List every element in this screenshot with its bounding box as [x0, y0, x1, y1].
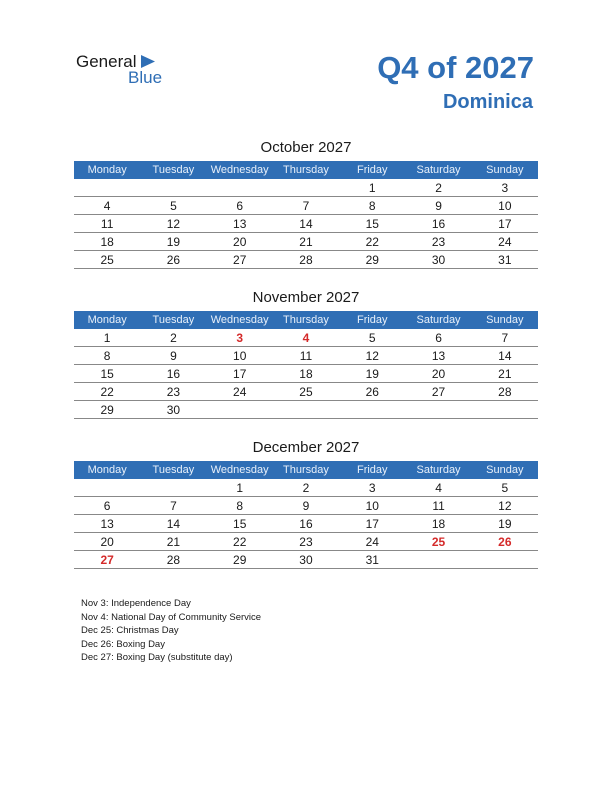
- weekday-header: Saturday: [416, 314, 461, 326]
- weekday-header: Sunday: [486, 164, 524, 176]
- day-cell: 11: [299, 349, 313, 363]
- day-cell: 31: [498, 253, 512, 267]
- day-cell: 24: [233, 385, 247, 399]
- holiday-note: Dec 25: Christmas Day: [81, 625, 179, 636]
- weekday-header-row: [74, 311, 538, 329]
- holiday-note: Dec 26: Boxing Day: [81, 638, 165, 650]
- day-cell: 2: [302, 481, 310, 495]
- day-cell: 25: [299, 385, 313, 399]
- week-row: [74, 251, 538, 269]
- day-cell: 27: [233, 253, 247, 267]
- day-cell: 24: [365, 535, 379, 549]
- day-cell: 19: [498, 517, 512, 531]
- day-cell: 3: [501, 181, 509, 195]
- week-row: [74, 533, 538, 551]
- day-cell: 6: [435, 331, 442, 345]
- week-row: [74, 197, 538, 215]
- day-cell: 9: [302, 499, 310, 513]
- day-cell: 1: [368, 181, 376, 195]
- day-cell: 3: [236, 331, 244, 345]
- weekday-header: Wednesday: [210, 464, 269, 476]
- day-cell: 14: [498, 349, 512, 363]
- weekday-header: Monday: [87, 314, 127, 326]
- day-cell: 5: [368, 331, 376, 345]
- day-cell: 18: [100, 235, 114, 249]
- weekday-header: Tuesday: [152, 314, 195, 326]
- day-cell: 5: [170, 199, 177, 213]
- day-cell: 27: [431, 385, 446, 399]
- day-cell: 12: [365, 349, 379, 363]
- weekday-header: Thursday: [283, 314, 329, 326]
- day-cell: 23: [431, 235, 446, 249]
- weekday-header: Monday: [87, 464, 127, 476]
- week-row: [74, 551, 538, 569]
- day-cell: 16: [431, 217, 446, 231]
- holiday-note: Nov 4: National Day of Community Service: [81, 611, 262, 623]
- day-cell: 17: [365, 517, 379, 531]
- day-cell: 22: [365, 235, 379, 249]
- weekday-header: Sunday: [486, 464, 524, 476]
- day-cell: 14: [166, 517, 181, 531]
- empty-day-cell: [74, 179, 140, 196]
- day-cell: 10: [498, 199, 512, 213]
- logo-blue-text: Blue: [128, 68, 163, 87]
- day-cell: 3: [368, 481, 376, 495]
- day-cell: 6: [236, 199, 244, 213]
- empty-day-cell: [339, 401, 405, 418]
- day-cell: 29: [100, 403, 114, 417]
- day-cell: 30: [166, 403, 181, 417]
- day-cell: 26: [365, 385, 379, 399]
- empty-day-cell: [273, 179, 339, 196]
- day-cell: 20: [100, 535, 114, 549]
- day-cell: 2: [435, 181, 442, 195]
- generalblue-logo: [76, 52, 176, 88]
- day-cell: 4: [435, 481, 442, 495]
- day-cell: 26: [498, 535, 512, 549]
- day-cell: 27: [100, 553, 114, 567]
- day-cell: 7: [170, 499, 177, 513]
- empty-day-cell: [405, 551, 471, 568]
- week-row: [74, 365, 538, 383]
- day-cell: 30: [431, 253, 446, 267]
- country-title: Dominica: [442, 91, 533, 113]
- quarter-title: Q4 of 2027: [377, 50, 534, 85]
- day-cell: 23: [299, 535, 313, 549]
- day-cell: 17: [233, 367, 247, 381]
- day-cell: 29: [233, 553, 247, 567]
- holiday-note: Dec 27: Boxing Day (substitute day): [81, 652, 233, 663]
- weekday-header-row: [74, 161, 538, 179]
- month-title: December 2027: [252, 439, 360, 456]
- weekday-header: Thursday: [283, 164, 329, 176]
- day-cell: 11: [100, 217, 114, 231]
- day-cell: 28: [166, 553, 181, 567]
- day-cell: 19: [166, 235, 181, 249]
- empty-day-cell: [207, 401, 273, 418]
- day-cell: 1: [103, 331, 111, 345]
- day-cell: 15: [233, 517, 247, 531]
- weekday-header: Friday: [356, 164, 388, 176]
- logo-flag-icon: [141, 55, 155, 68]
- day-cell: 25: [431, 535, 446, 549]
- day-cell: 8: [236, 499, 244, 513]
- day-cell: 15: [100, 367, 114, 381]
- day-cell: 4: [103, 199, 111, 213]
- day-cell: 28: [299, 253, 313, 267]
- day-cell: 22: [100, 385, 114, 399]
- weekday-header: Saturday: [416, 164, 461, 176]
- day-cell: 18: [299, 367, 313, 381]
- month-title: October 2027: [260, 139, 352, 156]
- weekday-header: Tuesday: [152, 164, 195, 176]
- empty-day-cell: [207, 179, 273, 196]
- day-cell: 20: [431, 367, 446, 381]
- day-cell: 5: [501, 481, 509, 495]
- day-cell: 19: [365, 367, 379, 381]
- day-cell: 18: [431, 517, 446, 531]
- day-cell: 13: [431, 349, 446, 363]
- day-cell: 28: [498, 385, 512, 399]
- day-cell: 10: [233, 349, 247, 363]
- holiday-note: Nov 3: Independence Day: [81, 598, 191, 609]
- day-cell: 29: [365, 253, 379, 267]
- week-row: [74, 347, 538, 365]
- weekday-header: Wednesday: [210, 314, 269, 326]
- day-cell: 26: [166, 253, 181, 267]
- week-row: [74, 329, 538, 347]
- weekday-header: Thursday: [283, 464, 329, 476]
- day-cell: 4: [302, 331, 310, 345]
- week-row: [74, 515, 538, 533]
- day-cell: 31: [365, 553, 379, 567]
- day-cell: 10: [365, 499, 379, 513]
- day-cell: 20: [233, 235, 247, 249]
- day-cell: 1: [236, 481, 244, 495]
- day-cell: 30: [299, 553, 313, 567]
- week-row: [74, 383, 538, 401]
- day-cell: 6: [103, 499, 111, 513]
- day-cell: 9: [435, 199, 442, 213]
- day-cell: 23: [166, 385, 181, 399]
- weekday-header: Monday: [87, 164, 127, 176]
- empty-day-cell: [273, 401, 339, 418]
- empty-day-cell: [140, 479, 206, 496]
- week-row: [74, 179, 538, 197]
- weekday-header: Friday: [356, 464, 388, 476]
- month-november: [74, 287, 538, 419]
- month-october: [74, 137, 538, 269]
- week-row: [74, 479, 538, 497]
- empty-day-cell: [472, 401, 538, 418]
- day-cell: 8: [103, 349, 111, 363]
- empty-day-cell: [472, 551, 538, 568]
- weekday-header: Wednesday: [210, 164, 269, 176]
- weekday-header: Saturday: [416, 464, 461, 476]
- day-cell: 12: [498, 499, 512, 513]
- day-cell: 13: [100, 517, 114, 531]
- weekday-header: Friday: [356, 314, 388, 326]
- day-cell: 13: [233, 217, 247, 231]
- day-cell: 21: [498, 367, 512, 381]
- week-row: [74, 497, 538, 515]
- day-cell: 8: [368, 199, 376, 213]
- day-cell: 14: [299, 217, 313, 231]
- day-cell: 2: [170, 331, 177, 345]
- empty-day-cell: [405, 401, 471, 418]
- day-cell: 25: [100, 253, 114, 267]
- day-cell: 21: [166, 535, 181, 549]
- day-cell: 12: [166, 217, 181, 231]
- day-cell: 21: [299, 235, 313, 249]
- day-cell: 22: [233, 535, 247, 549]
- month-december: [74, 437, 538, 569]
- empty-day-cell: [140, 179, 206, 196]
- day-cell: 11: [432, 499, 445, 513]
- day-cell: 24: [498, 235, 512, 249]
- empty-day-cell: [74, 479, 140, 496]
- day-cell: 16: [299, 517, 313, 531]
- day-cell: 7: [501, 331, 509, 345]
- day-cell: 16: [166, 367, 181, 381]
- weekday-header: Tuesday: [152, 464, 195, 476]
- month-title: November 2027: [252, 289, 360, 306]
- week-row: [74, 401, 538, 419]
- day-cell: 15: [365, 217, 379, 231]
- day-cell: 17: [498, 217, 512, 231]
- week-row: [74, 233, 538, 251]
- day-cell: 7: [302, 199, 310, 213]
- weekday-header: Sunday: [486, 314, 524, 326]
- holiday-notes: [81, 597, 261, 665]
- weekday-header-row: [74, 461, 538, 479]
- day-cell: 9: [170, 349, 177, 363]
- logo-general-text: General: [76, 52, 137, 71]
- week-row: [74, 215, 538, 233]
